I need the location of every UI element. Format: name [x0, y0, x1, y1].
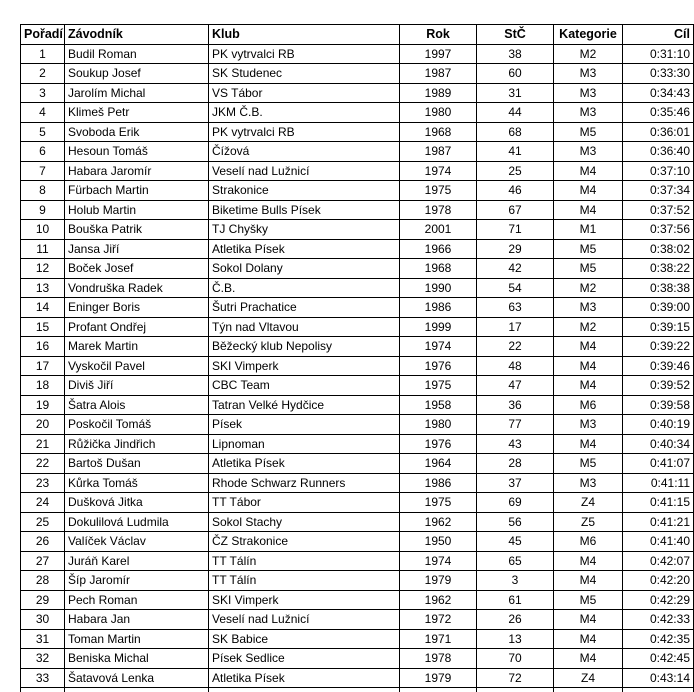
table-row	[21, 317, 694, 337]
cell-rank: 19	[21, 395, 65, 415]
cell-rank: 12	[21, 259, 65, 279]
cell-name: Toman Martin	[65, 629, 209, 649]
cell-rank: 16	[21, 337, 65, 357]
cell-name: Vyskočil Pavel	[65, 356, 209, 376]
cell-year: 1974	[400, 161, 477, 181]
table-row	[21, 473, 694, 493]
cell-category: M2	[554, 317, 623, 337]
cell-category: M5	[554, 239, 623, 259]
cell-number: 44	[477, 103, 554, 123]
cell-time: 0:36:01	[623, 122, 694, 142]
cell-rank: 26	[21, 532, 65, 552]
cell-number: 38	[477, 44, 554, 64]
table-row	[21, 298, 694, 318]
cell-club: Rhode Schwarz Runners	[209, 473, 400, 493]
cell-club: TT Tábor	[209, 493, 400, 513]
cell-number: 25	[477, 161, 554, 181]
cell-category: M1	[554, 220, 623, 240]
cell-time: 0:39:22	[623, 337, 694, 357]
table-row	[21, 532, 694, 552]
cell-time: 0:38:02	[623, 239, 694, 259]
cell-rank: 14	[21, 298, 65, 318]
cell-club: Veselí nad Lužnicí	[209, 610, 400, 630]
table-row	[21, 512, 694, 532]
header-name: Závodník	[65, 25, 209, 45]
header-row	[21, 25, 694, 45]
header-club: Klub	[209, 25, 400, 45]
cell-club: SK Studenec	[209, 64, 400, 84]
table-row	[21, 610, 694, 630]
table-row	[21, 103, 694, 123]
table-row	[21, 649, 694, 669]
cell-category: M4	[554, 571, 623, 591]
cell-name: Šatra Alois	[65, 395, 209, 415]
table-row	[21, 668, 694, 688]
cell-year: 1976	[400, 434, 477, 454]
cell-category: M4	[554, 434, 623, 454]
cell-rank: 17	[21, 356, 65, 376]
cell-category: Z5	[554, 512, 623, 532]
cell-time: 0:33:30	[623, 64, 694, 84]
cell-number: 69	[477, 493, 554, 513]
cell-club: Lipnoman	[209, 434, 400, 454]
cell-rank: 1	[21, 44, 65, 64]
cell-club: Biketime Bulls Písek	[209, 200, 400, 220]
table-row	[21, 220, 694, 240]
cell-rank: 31	[21, 629, 65, 649]
cell-category: Z4	[554, 493, 623, 513]
cell-year: 1975	[400, 493, 477, 513]
cell-category: M4	[554, 161, 623, 181]
cell-name: Svoboda Erik	[65, 122, 209, 142]
cell-year: 1987	[400, 64, 477, 84]
cell-category: M5	[554, 590, 623, 610]
cell-number: 28	[477, 454, 554, 474]
cell-number: 31	[477, 83, 554, 103]
cell-time: 0:37:10	[623, 161, 694, 181]
cell-number: 54	[477, 278, 554, 298]
cell-category: M3	[554, 64, 623, 84]
cell-number: 43	[477, 434, 554, 454]
table-row	[21, 629, 694, 649]
cell-club: Běžecký klub Nepolisy	[209, 337, 400, 357]
cell-rank: 20	[21, 415, 65, 435]
cell-name: Klimeš Petr	[65, 103, 209, 123]
cell-name: Poskočil Tomáš	[65, 415, 209, 435]
table-row-partial	[21, 688, 694, 692]
cell-club: CBC Team	[209, 376, 400, 396]
cell-number: 46	[477, 181, 554, 201]
cell-category: M4	[554, 629, 623, 649]
cell-time: 0:43:14	[623, 668, 694, 688]
table-row	[21, 493, 694, 513]
cell-name: Habara Jaromír	[65, 161, 209, 181]
cell-name: Beniska Michal	[65, 649, 209, 669]
cell-category: M2	[554, 44, 623, 64]
table-row	[21, 356, 694, 376]
cell-club: Veselí nad Lužnicí	[209, 161, 400, 181]
cell-number: 17	[477, 317, 554, 337]
cell-number: 67	[477, 200, 554, 220]
cell-time: 0:40:34	[623, 434, 694, 454]
table-row	[21, 161, 694, 181]
cell-rank: 11	[21, 239, 65, 259]
cell-club: Atletika Písek	[209, 239, 400, 259]
cell-rank: 10	[21, 220, 65, 240]
cell-category: M3	[554, 473, 623, 493]
cell-rank: 22	[21, 454, 65, 474]
cell-name: Profant Ondřej	[65, 317, 209, 337]
cell-category: Z4	[554, 668, 623, 688]
cell-name: Bouška Patrik	[65, 220, 209, 240]
cell-number: 56	[477, 512, 554, 532]
table-row	[21, 122, 694, 142]
cell-number: 48	[477, 356, 554, 376]
cell-rank: 3	[21, 83, 65, 103]
cell-name: Pech Roman	[65, 590, 209, 610]
cell-category: M4	[554, 551, 623, 571]
cell-club: Atletika Písek	[209, 668, 400, 688]
cell-time: 0:42:45	[623, 649, 694, 669]
table-row	[21, 590, 694, 610]
cell-club: Tatran Velké Hydčice	[209, 395, 400, 415]
cell-name: Budil Roman	[65, 44, 209, 64]
cell-name: Jansa Jiří	[65, 239, 209, 259]
table-row	[21, 64, 694, 84]
cell-club: TT Tálín	[209, 571, 400, 591]
header-category: Kategorie	[554, 25, 623, 45]
table-row	[21, 259, 694, 279]
table-row	[21, 454, 694, 474]
table-row	[21, 200, 694, 220]
cell-rank: 32	[21, 649, 65, 669]
cell-name: Dušková Jitka	[65, 493, 209, 513]
cell-name: Bartoš Dušan	[65, 454, 209, 474]
cell-time: 0:37:56	[623, 220, 694, 240]
table-row	[21, 278, 694, 298]
cell-club: Č.B.	[209, 278, 400, 298]
cell-rank: 18	[21, 376, 65, 396]
cell-time: 0:37:52	[623, 200, 694, 220]
cell-time: 0:42:29	[623, 590, 694, 610]
cell-category: M5	[554, 454, 623, 474]
cell-time: 0:38:38	[623, 278, 694, 298]
cell-name: Holub Martin	[65, 200, 209, 220]
cell-club: Písek	[209, 415, 400, 435]
cell-empty	[21, 688, 65, 692]
cell-number: 47	[477, 376, 554, 396]
cell-category: M4	[554, 376, 623, 396]
cell-number: 45	[477, 532, 554, 552]
cell-year: 1978	[400, 649, 477, 669]
header-year: Rok	[400, 25, 477, 45]
cell-empty	[65, 688, 209, 692]
cell-number: 37	[477, 473, 554, 493]
cell-rank: 5	[21, 122, 65, 142]
cell-name: Šíp Jaromír	[65, 571, 209, 591]
cell-number: 71	[477, 220, 554, 240]
cell-number: 77	[477, 415, 554, 435]
cell-category: M4	[554, 181, 623, 201]
cell-number: 61	[477, 590, 554, 610]
cell-category: M6	[554, 532, 623, 552]
cell-time: 0:41:21	[623, 512, 694, 532]
cell-year: 1950	[400, 532, 477, 552]
cell-rank: 27	[21, 551, 65, 571]
cell-number: 65	[477, 551, 554, 571]
cell-name: Soukup Josef	[65, 64, 209, 84]
cell-category: M2	[554, 278, 623, 298]
table-row	[21, 181, 694, 201]
cell-club: Týn nad Vltavou	[209, 317, 400, 337]
cell-club: Sokol Stachy	[209, 512, 400, 532]
cell-name: Diviš Jiří	[65, 376, 209, 396]
cell-year: 1962	[400, 590, 477, 610]
cell-year: 1987	[400, 142, 477, 162]
cell-category: M4	[554, 200, 623, 220]
cell-year: 1978	[400, 200, 477, 220]
cell-club: Čížová	[209, 142, 400, 162]
cell-name: Vondruška Radek	[65, 278, 209, 298]
cell-rank: 4	[21, 103, 65, 123]
cell-time: 0:37:34	[623, 181, 694, 201]
cell-time: 0:39:46	[623, 356, 694, 376]
cell-rank: 29	[21, 590, 65, 610]
cell-category: M6	[554, 395, 623, 415]
cell-year: 1974	[400, 551, 477, 571]
cell-name: Kůrka Tomáš	[65, 473, 209, 493]
cell-club: Písek Sedlice	[209, 649, 400, 669]
cell-time: 0:40:19	[623, 415, 694, 435]
table-row	[21, 337, 694, 357]
cell-time: 0:41:40	[623, 532, 694, 552]
cell-year: 1979	[400, 571, 477, 591]
cell-club: JKM Č.B.	[209, 103, 400, 123]
cell-time: 0:42:33	[623, 610, 694, 630]
table-row	[21, 142, 694, 162]
cell-time: 0:42:07	[623, 551, 694, 571]
cell-empty	[400, 688, 477, 692]
cell-year: 1990	[400, 278, 477, 298]
cell-number: 68	[477, 122, 554, 142]
cell-club: VS Tábor	[209, 83, 400, 103]
cell-number: 13	[477, 629, 554, 649]
cell-year: 1989	[400, 83, 477, 103]
cell-rank: 25	[21, 512, 65, 532]
cell-year: 1986	[400, 298, 477, 318]
cell-year: 1979	[400, 668, 477, 688]
cell-time: 0:41:07	[623, 454, 694, 474]
cell-year: 1964	[400, 454, 477, 474]
header-number: StČ	[477, 25, 554, 45]
cell-category: M3	[554, 103, 623, 123]
cell-number: 63	[477, 298, 554, 318]
cell-club: PK vytrvalci RB	[209, 122, 400, 142]
cell-number: 26	[477, 610, 554, 630]
cell-category: M3	[554, 415, 623, 435]
cell-name: Juráň Karel	[65, 551, 209, 571]
cell-year: 1975	[400, 376, 477, 396]
cell-year: 2001	[400, 220, 477, 240]
cell-year: 1976	[400, 356, 477, 376]
cell-rank: 24	[21, 493, 65, 513]
cell-rank: 9	[21, 200, 65, 220]
cell-year: 1958	[400, 395, 477, 415]
cell-number: 72	[477, 668, 554, 688]
cell-year: 1975	[400, 181, 477, 201]
cell-club: Strakonice	[209, 181, 400, 201]
cell-number: 36	[477, 395, 554, 415]
cell-number: 41	[477, 142, 554, 162]
table-body	[21, 44, 694, 692]
table-row	[21, 551, 694, 571]
cell-category: M3	[554, 83, 623, 103]
cell-time: 0:39:00	[623, 298, 694, 318]
cell-club: SKI Vimperk	[209, 590, 400, 610]
cell-rank: 6	[21, 142, 65, 162]
cell-number: 42	[477, 259, 554, 279]
cell-time: 0:35:46	[623, 103, 694, 123]
cell-number: 22	[477, 337, 554, 357]
cell-name: Růžička Jindřich	[65, 434, 209, 454]
cell-time: 0:36:40	[623, 142, 694, 162]
cell-name: Valíček Václav	[65, 532, 209, 552]
cell-empty	[209, 688, 400, 692]
cell-number: 3	[477, 571, 554, 591]
cell-club: SK Babice	[209, 629, 400, 649]
cell-name: Eninger Boris	[65, 298, 209, 318]
cell-club: Sokol Dolany	[209, 259, 400, 279]
cell-rank: 28	[21, 571, 65, 591]
cell-year: 1986	[400, 473, 477, 493]
cell-category: M4	[554, 337, 623, 357]
cell-category: M5	[554, 122, 623, 142]
cell-rank: 30	[21, 610, 65, 630]
cell-time: 0:31:10	[623, 44, 694, 64]
cell-year: 1972	[400, 610, 477, 630]
cell-name: Hesoun Tomáš	[65, 142, 209, 162]
cell-time: 0:41:15	[623, 493, 694, 513]
cell-rank: 2	[21, 64, 65, 84]
cell-rank: 15	[21, 317, 65, 337]
cell-year: 1997	[400, 44, 477, 64]
cell-category: M5	[554, 259, 623, 279]
cell-number: 70	[477, 649, 554, 669]
cell-year: 1999	[400, 317, 477, 337]
cell-empty	[554, 688, 623, 692]
cell-rank: 23	[21, 473, 65, 493]
cell-year: 1966	[400, 239, 477, 259]
cell-year: 1980	[400, 103, 477, 123]
cell-category: M4	[554, 649, 623, 669]
cell-time: 0:39:15	[623, 317, 694, 337]
cell-category: M4	[554, 356, 623, 376]
table-row	[21, 415, 694, 435]
table-row	[21, 44, 694, 64]
cell-time: 0:39:58	[623, 395, 694, 415]
cell-name: Jarolím Michal	[65, 83, 209, 103]
cell-rank: 7	[21, 161, 65, 181]
cell-rank: 13	[21, 278, 65, 298]
cell-club: TT Tálín	[209, 551, 400, 571]
cell-name: Šatavová Lenka	[65, 668, 209, 688]
cell-rank: 33	[21, 668, 65, 688]
cell-club: SKI Vimperk	[209, 356, 400, 376]
table-row	[21, 239, 694, 259]
results-table	[20, 24, 694, 692]
cell-time: 0:42:20	[623, 571, 694, 591]
cell-year: 1968	[400, 259, 477, 279]
cell-empty	[477, 688, 554, 692]
cell-year: 1971	[400, 629, 477, 649]
header-time: Cíl	[623, 25, 694, 45]
cell-time: 0:42:35	[623, 629, 694, 649]
cell-club: Šutri Prachatice	[209, 298, 400, 318]
cell-time: 0:39:52	[623, 376, 694, 396]
cell-rank: 21	[21, 434, 65, 454]
cell-club: Atletika Písek	[209, 454, 400, 474]
cell-number: 60	[477, 64, 554, 84]
cell-time: 0:38:22	[623, 259, 694, 279]
cell-name: Habara Jan	[65, 610, 209, 630]
cell-category: M3	[554, 142, 623, 162]
cell-year: 1980	[400, 415, 477, 435]
table-row	[21, 83, 694, 103]
cell-name: Marek Martin	[65, 337, 209, 357]
cell-category: M4	[554, 610, 623, 630]
cell-club: ČZ Strakonice	[209, 532, 400, 552]
cell-year: 1962	[400, 512, 477, 532]
cell-rank: 8	[21, 181, 65, 201]
header-rank: Pořadí	[21, 25, 65, 45]
cell-club: PK vytrvalci RB	[209, 44, 400, 64]
cell-empty	[623, 688, 694, 692]
cell-time: 0:41:11	[623, 473, 694, 493]
cell-name: Dokulilová Ludmila	[65, 512, 209, 532]
table-row	[21, 376, 694, 396]
cell-number: 29	[477, 239, 554, 259]
table-row	[21, 434, 694, 454]
cell-time: 0:34:43	[623, 83, 694, 103]
table-row	[21, 395, 694, 415]
cell-category: M3	[554, 298, 623, 318]
cell-year: 1968	[400, 122, 477, 142]
table-row	[21, 571, 694, 591]
cell-club: TJ Chyšky	[209, 220, 400, 240]
cell-year: 1974	[400, 337, 477, 357]
cell-name: Boček Josef	[65, 259, 209, 279]
cell-name: Fürbach Martin	[65, 181, 209, 201]
